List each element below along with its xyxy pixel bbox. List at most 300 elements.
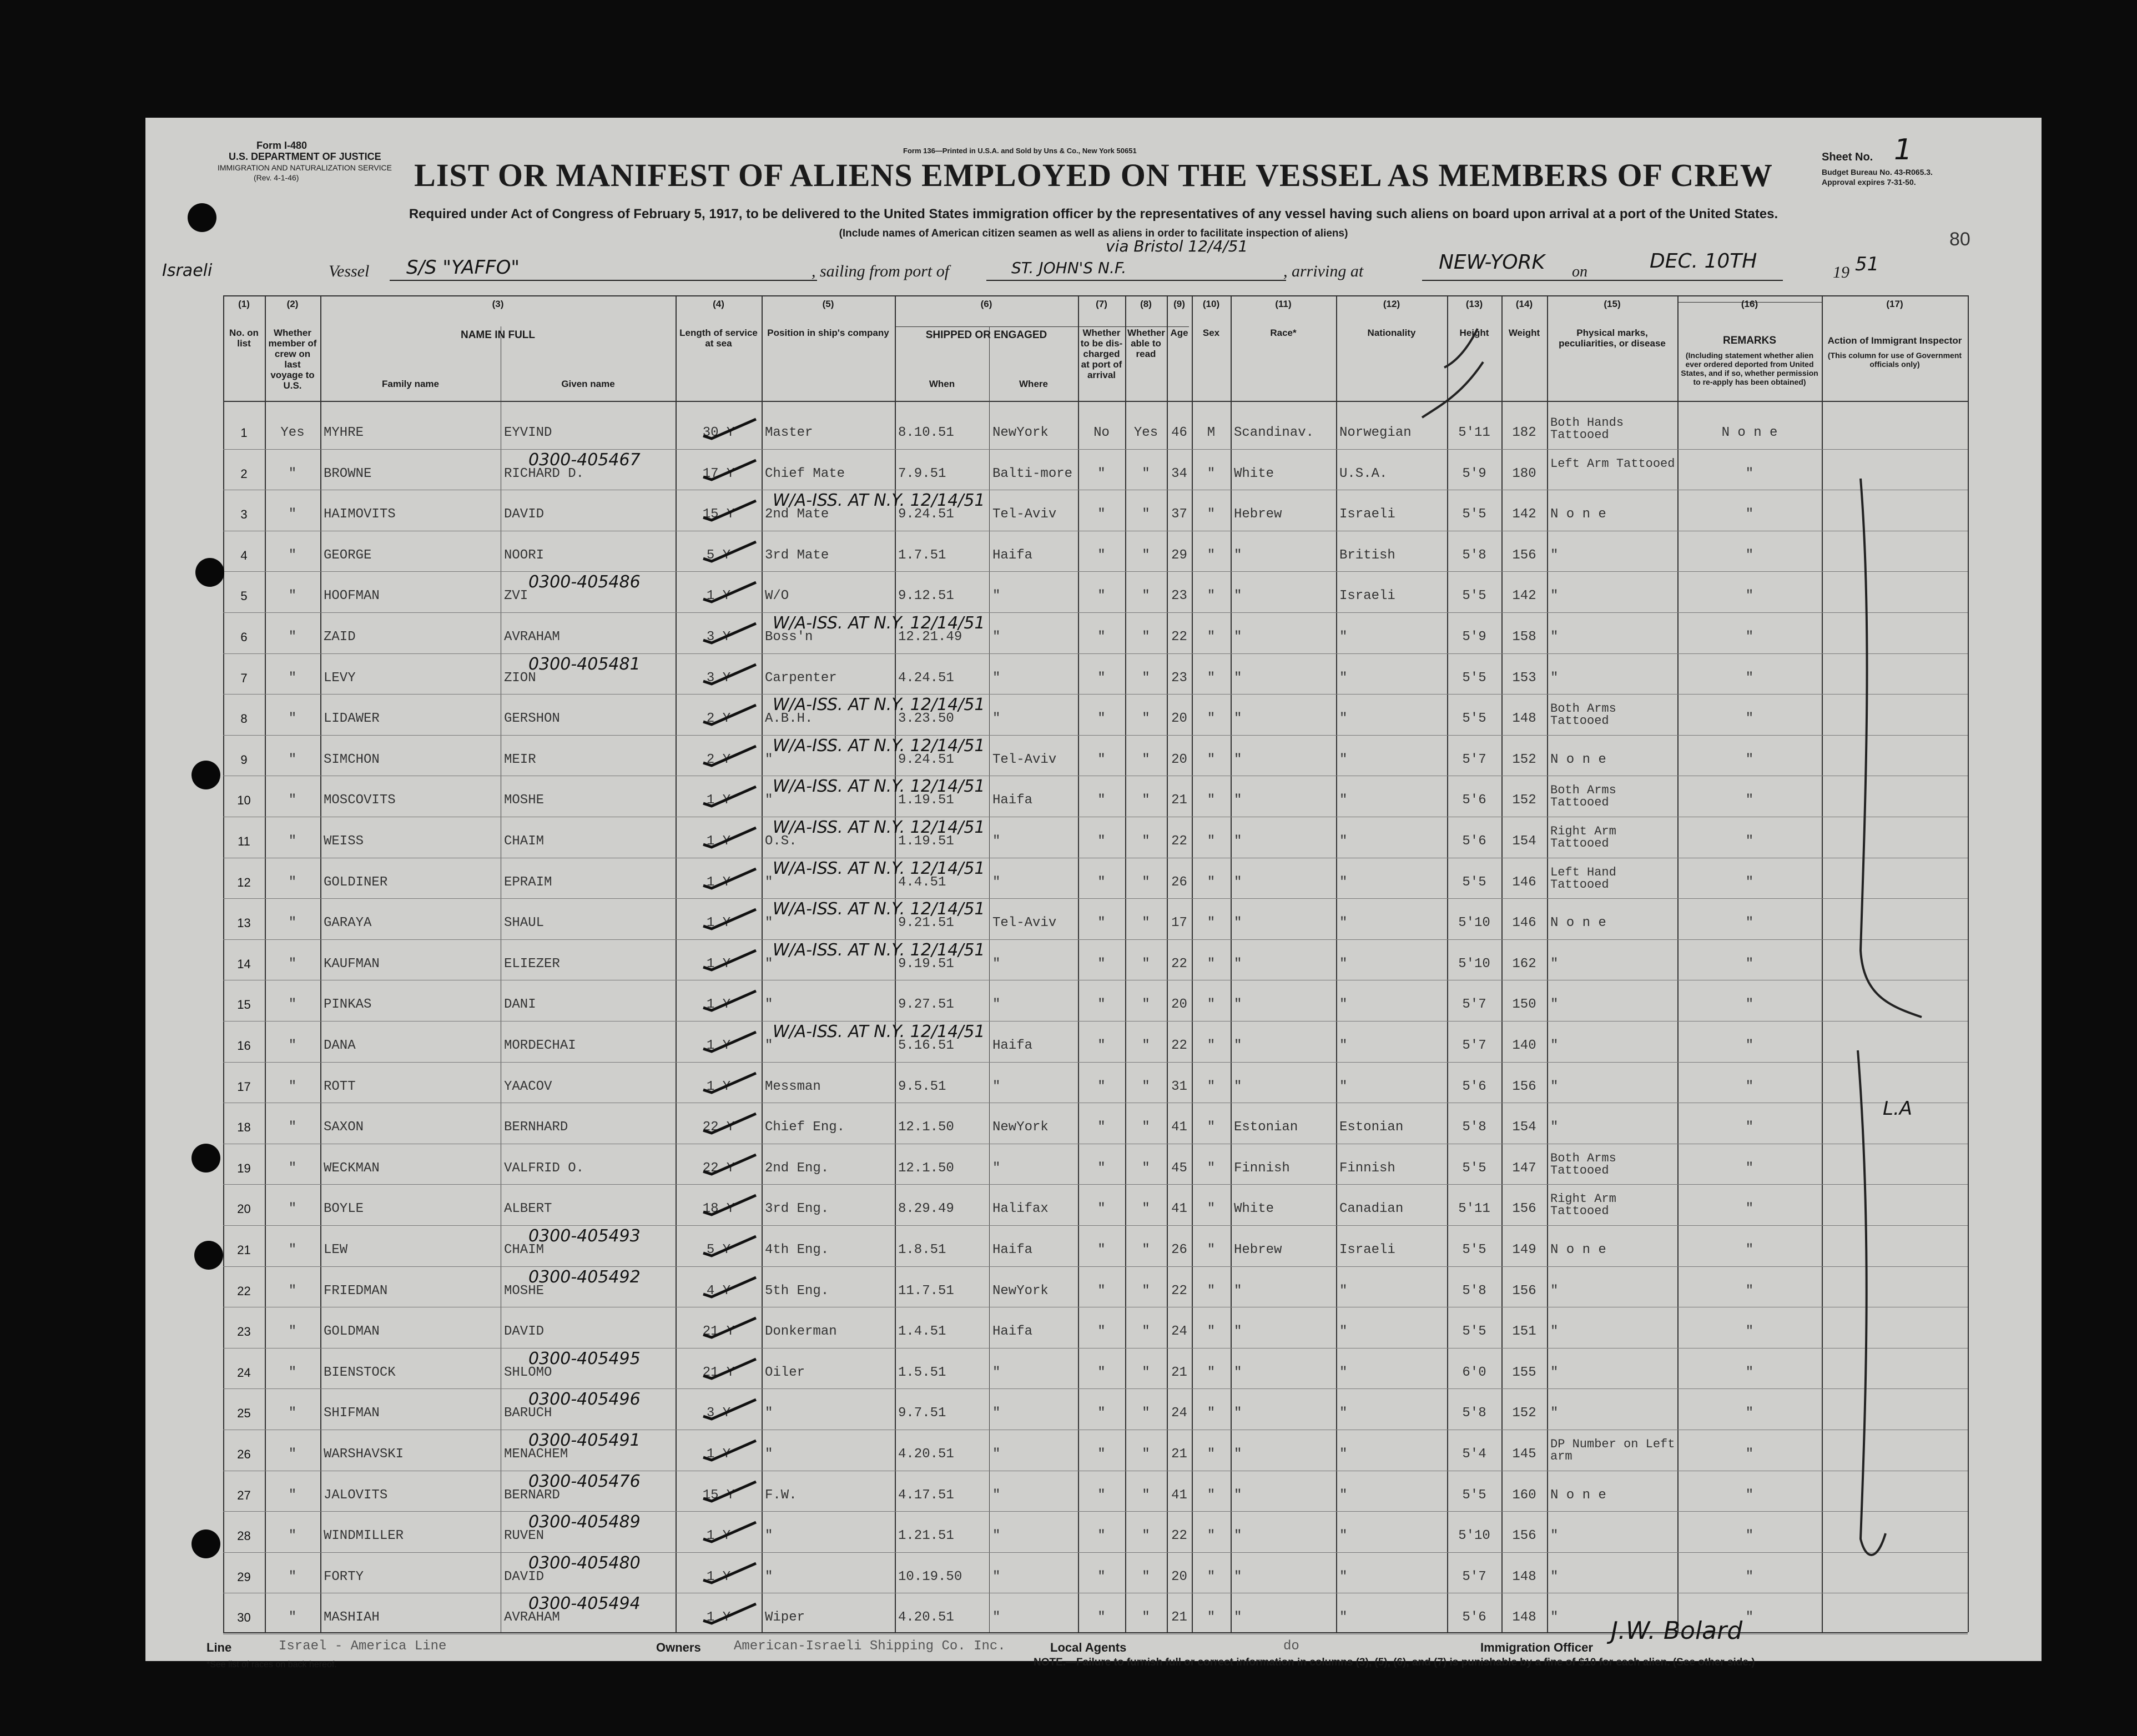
row-number: 15 [237, 998, 251, 1012]
cell-marks: Both Arms Tattooed [1550, 783, 1616, 810]
cell-race: " [1234, 1487, 1242, 1503]
arriving-label: , arriving at [1283, 262, 1364, 280]
cell-marks: N o n e [1550, 1487, 1606, 1503]
cell-marks: N o n e [1550, 752, 1606, 767]
cell-service: 2 Y [706, 711, 731, 727]
owners-value: American-Israeli Shipping Co. Inc. [734, 1639, 1006, 1654]
arrival-date: DEC. 10TH [1650, 250, 1757, 273]
bracket-mark-upper [1861, 479, 1922, 1017]
cell-position: A.B.H. [765, 711, 813, 727]
cell-remarks: " [1745, 1406, 1754, 1421]
line-value: Israel - America Line [279, 1639, 447, 1654]
cell-crew: " [288, 956, 297, 972]
cell-disch: " [1097, 1079, 1106, 1094]
cell-when: 9.24.51 [898, 752, 954, 767]
cell-service: 1 Y [706, 1079, 731, 1094]
cell-crew: " [288, 1487, 297, 1503]
cell-given: GERSHON [504, 711, 560, 727]
cell-weight: 151 [1512, 1324, 1536, 1340]
cell-when: 9.24.51 [898, 507, 954, 522]
cell-race: " [1234, 588, 1242, 604]
handwritten-annotation: 0300-405491 [528, 1431, 641, 1450]
cell-when: 1.4.51 [898, 1324, 946, 1340]
cell-where: Tel-Aviv [992, 915, 1057, 931]
cell-height: 5'5 [1462, 1242, 1486, 1257]
cell-given: EPRAIM [504, 874, 552, 890]
cell-height: 5'9 [1462, 466, 1486, 481]
cell-marks: " [1550, 1283, 1559, 1299]
cell-family: PINKAS [324, 997, 372, 1013]
cell-disch: " [1097, 466, 1106, 481]
cell-race: " [1234, 1610, 1242, 1626]
cell-crew: " [288, 670, 297, 686]
cell-remarks: " [1745, 588, 1754, 604]
cell-position: F.W. [765, 1487, 797, 1503]
cell-given: ZION [504, 670, 536, 686]
cell-given: MOSHE [504, 793, 545, 808]
column-header-label: Whether member of crew on last voyage to U.S. [268, 328, 317, 391]
cell-nat: " [1339, 1487, 1348, 1503]
cell-given: DAVID [504, 1569, 545, 1584]
cell-when: 9.5.51 [898, 1079, 946, 1094]
cell-race: " [1234, 1365, 1242, 1380]
cell-race: " [1234, 711, 1242, 727]
cell-given: MOSHE [504, 1283, 545, 1299]
column-number: (17) [1886, 299, 1903, 309]
cell-read: " [1142, 1038, 1150, 1053]
cell-given: YAACOV [504, 1079, 552, 1094]
cell-crew: " [288, 1406, 297, 1421]
cell-age: 34 [1171, 466, 1187, 481]
cell-family: GOLDINER [324, 874, 388, 890]
cell-age: 41 [1171, 1201, 1187, 1217]
cell-crew: " [288, 1528, 297, 1544]
cell-weight: 155 [1512, 1365, 1536, 1380]
cell-where: Balti-more [992, 466, 1073, 481]
cell-service: 21 Y [702, 1365, 735, 1380]
cell-read: " [1142, 1120, 1150, 1135]
cell-age: 22 [1171, 1283, 1187, 1299]
cell-given: CHAIM [504, 1242, 545, 1257]
cell-given: RICHARD D. [504, 466, 584, 481]
cell-family: SAXON [324, 1120, 364, 1135]
cell-marks: " [1550, 1569, 1559, 1584]
cell-disch: " [1097, 1447, 1106, 1462]
cell-service: 1 Y [706, 997, 731, 1013]
cell-family: ZAID [324, 630, 356, 645]
cell-service: 4 Y [706, 1283, 731, 1299]
cell-weight: 160 [1512, 1487, 1536, 1503]
officer-label: Immigration Officer [1480, 1641, 1593, 1654]
punch-hole [194, 1241, 223, 1270]
cell-service: 18 Y [702, 1201, 735, 1217]
handwritten-annotation: W/A-ISS. AT N.Y. 12/14/51 [773, 818, 985, 837]
cell-height: 6'0 [1462, 1365, 1486, 1380]
cell-height: 5'5 [1462, 711, 1486, 727]
cell-read: " [1142, 588, 1150, 604]
cell-age: 21 [1171, 1610, 1187, 1626]
cell-service: 1 Y [706, 588, 731, 604]
cell-where: " [992, 1528, 1001, 1544]
cell-where: Haifa [992, 1242, 1033, 1257]
cell-disch: " [1097, 1610, 1106, 1626]
row-number: 12 [237, 875, 251, 889]
cell-disch: " [1097, 1324, 1106, 1340]
cell-read: " [1142, 1610, 1150, 1626]
cell-nat: Canadian [1339, 1201, 1404, 1217]
row-number: 7 [240, 671, 248, 685]
cell-read: " [1142, 670, 1150, 686]
cell-remarks: " [1745, 752, 1754, 767]
cell-height: 5'11 [1458, 1201, 1490, 1217]
cell-family: FORTY [324, 1569, 364, 1584]
vessel-name: S/S "YAFFO" [406, 256, 520, 279]
cell-height: 5'5 [1462, 670, 1486, 686]
cell-race: " [1234, 834, 1242, 849]
cell-service: 21 Y [702, 1324, 735, 1340]
cell-service: 22 Y [702, 1120, 735, 1135]
cell-nat: " [1339, 1406, 1348, 1421]
cell-when: 1.7.51 [898, 547, 946, 563]
cell-height: 5'5 [1462, 1324, 1486, 1340]
cell-when: 4.20.51 [898, 1610, 954, 1626]
cell-age: 22 [1171, 1528, 1187, 1544]
cell-disch: " [1097, 915, 1106, 931]
cell-height: 5'7 [1462, 1038, 1486, 1053]
cell-service: 1 Y [706, 874, 731, 890]
cell-height: 5'5 [1462, 1160, 1486, 1176]
cell-weight: 154 [1512, 1120, 1536, 1135]
cell-marks: " [1550, 1324, 1559, 1340]
page-number: 80 [1949, 229, 1970, 250]
cell-age: 20 [1171, 752, 1187, 767]
cell-position: Master [765, 425, 813, 440]
cell-read: " [1142, 752, 1150, 767]
cell-position: 3rd Eng. [765, 1201, 829, 1217]
cell-age: 22 [1171, 1038, 1187, 1053]
handwritten-annotation: W/A-ISS. AT N.Y. 12/14/51 [773, 736, 985, 756]
cell-where: " [992, 1406, 1001, 1421]
cell-nat: " [1339, 793, 1348, 808]
cell-service: 22 Y [702, 1160, 735, 1176]
cell-nat: Israeli [1339, 588, 1395, 604]
cell-sex: " [1207, 1120, 1216, 1135]
cell-position: W/O [765, 588, 789, 604]
cell-family: MYHRE [324, 425, 364, 440]
cell-when: 12.1.50 [898, 1120, 954, 1135]
cell-position: Carpenter [765, 670, 837, 686]
arrival-port: NEW-YORK [1439, 251, 1545, 274]
punch-hole [195, 558, 224, 587]
cell-race: " [1234, 1324, 1242, 1340]
cell-when: 8.10.51 [898, 425, 954, 440]
cell-weight: 152 [1512, 793, 1536, 808]
handwritten-annotation: W/A-ISS. AT N.Y. 12/14/51 [773, 695, 985, 715]
cell-read: " [1142, 1569, 1150, 1584]
cell-remarks: " [1745, 1569, 1754, 1584]
handwritten-annotation: 0300-405489 [528, 1512, 641, 1532]
cell-read: " [1142, 793, 1150, 808]
cell-marks: N o n e [1550, 507, 1606, 522]
cell-nat: " [1339, 956, 1348, 972]
column-number: (13) [1465, 299, 1483, 309]
cell-read: " [1142, 1528, 1150, 1544]
column-number: (16) [1741, 299, 1758, 309]
cell-where: " [992, 874, 1001, 890]
cell-where: " [992, 1487, 1001, 1503]
manifest-sheet [145, 118, 2042, 1669]
handwritten-annotation: W/A-ISS. AT N.Y. 12/14/51 [773, 899, 985, 919]
cell-position: " [765, 1569, 773, 1584]
cell-when: 9.7.51 [898, 1406, 946, 1421]
cell-remarks: " [1745, 711, 1754, 727]
cell-when: 1.19.51 [898, 793, 954, 808]
hand-marks [145, 118, 2042, 1661]
sheet-no-label: Sheet No. [1822, 151, 1873, 163]
cell-read: " [1142, 1160, 1150, 1176]
cell-read: " [1142, 547, 1150, 563]
agents-label: Local Agents [1050, 1641, 1127, 1654]
cell-sex: " [1207, 1610, 1216, 1626]
cell-race: Finnish [1234, 1160, 1290, 1176]
cell-sex: " [1207, 1569, 1216, 1584]
cell-nat: Finnish [1339, 1160, 1395, 1176]
cell-position: " [765, 1528, 773, 1544]
cell-age: 20 [1171, 711, 1187, 727]
cell-nat: " [1339, 997, 1348, 1013]
cell-disch: " [1097, 1038, 1106, 1053]
cell-remarks: " [1745, 466, 1754, 481]
cell-read: " [1142, 1242, 1150, 1257]
cell-nat: Norwegian [1339, 425, 1412, 440]
cell-remarks: " [1745, 915, 1754, 931]
column-header-label: No. on list [229, 328, 259, 349]
line-label: Line [206, 1641, 232, 1654]
cell-given: SHLOMO [504, 1365, 552, 1380]
handwritten-annotation: 0300-405480 [528, 1553, 641, 1573]
cell-marks: " [1550, 1038, 1559, 1053]
cell-nat: " [1339, 834, 1348, 849]
cell-nat: " [1339, 1079, 1348, 1094]
cell-family: BIENSTOCK [324, 1365, 396, 1380]
cell-nat: Estonian [1339, 1120, 1404, 1135]
cell-family: DANA [324, 1038, 356, 1053]
cell-weight: 180 [1512, 466, 1536, 481]
cell-race: " [1234, 874, 1242, 890]
cell-position: 4th Eng. [765, 1242, 829, 1257]
cell-family: BOYLE [324, 1201, 364, 1217]
cell-marks: Both Hands Tattooed [1550, 416, 1624, 442]
cell-nat: " [1339, 630, 1348, 645]
cell-when: 9.21.51 [898, 915, 954, 931]
cell-position: Boss'n [765, 630, 813, 645]
cell-age: 22 [1171, 834, 1187, 849]
cell-position: 2nd Eng. [765, 1160, 829, 1176]
cell-family: JALOVITS [324, 1487, 388, 1503]
cell-when: 4.4.51 [898, 874, 946, 890]
cell-family: ROTT [324, 1079, 356, 1094]
cell-sex: " [1207, 507, 1216, 522]
cell-nat: " [1339, 874, 1348, 890]
row-number: 10 [237, 793, 251, 808]
cell-height: 5'7 [1462, 752, 1486, 767]
cell-crew: " [288, 1283, 297, 1299]
cell-marks: " [1550, 997, 1559, 1013]
cell-remarks: " [1745, 630, 1754, 645]
row-number: 18 [237, 1120, 251, 1135]
cell-height: 5'5 [1462, 1487, 1486, 1503]
cell-sex: " [1207, 711, 1216, 727]
manifest-title: LIST OR MANIFEST OF ALIENS EMPLOYED ON THE VESSEL AS MEMBERS OF CREW [414, 157, 1773, 193]
cell-weight: 146 [1512, 915, 1536, 931]
cell-disch: " [1097, 1120, 1106, 1135]
manifest-subtitle: Required under Act of Congress of February 5, 1917, to be delivered to the United States immigration officer by the representatives of any vessel having such aliens on board upon arrival at a port of the United States. [409, 207, 1778, 222]
cell-disch: No [1093, 425, 1110, 440]
column-header-label: NAME IN FULL [460, 329, 536, 341]
departure-port: ST. JOHN'S N.F. [1011, 259, 1127, 277]
row-number: 23 [237, 1325, 251, 1339]
handwritten-annotation: 0300-405495 [528, 1348, 641, 1368]
cell-disch: " [1097, 997, 1106, 1013]
cell-sex: " [1207, 997, 1216, 1013]
cell-age: 22 [1171, 630, 1187, 645]
cell-family: WECKMAN [324, 1160, 380, 1176]
cell-where: Tel-Aviv [992, 507, 1057, 522]
cell-nat: " [1339, 1324, 1348, 1340]
cell-service: 2 Y [706, 752, 731, 767]
officer-signature: J.W. Bolard [1611, 1617, 1743, 1645]
cell-marks: " [1550, 547, 1559, 563]
cell-when: 9.27.51 [898, 997, 954, 1013]
row-number: 5 [240, 589, 248, 603]
cell-race: Scandinav. [1234, 425, 1314, 440]
column-number: (14) [1515, 299, 1533, 309]
cell-when: 9.19.51 [898, 956, 954, 972]
cell-race: " [1234, 1406, 1242, 1421]
cell-age: 21 [1171, 1365, 1187, 1380]
cell-marks: " [1550, 630, 1559, 645]
cell-remarks: " [1745, 1528, 1754, 1544]
cell-remarks: " [1745, 793, 1754, 808]
column-header-label: SHIPPED OR ENGAGED [925, 329, 1047, 341]
agency-name: U.S. DEPARTMENT OF JUSTICE [229, 151, 381, 162]
cell-race: " [1234, 793, 1242, 808]
cell-given: BERNARD [504, 1487, 560, 1503]
column-header-label: Position in ship's company [767, 328, 889, 338]
cell-race: " [1234, 915, 1242, 931]
cell-family: WINDMILLER [324, 1528, 404, 1544]
cell-given: AVRAHAM [504, 1610, 560, 1626]
cell-given: ELIEZER [504, 956, 560, 972]
cell-height: 5'7 [1462, 997, 1486, 1013]
cell-given: RUVEN [504, 1528, 545, 1544]
cell-age: 26 [1171, 1242, 1187, 1257]
cell-height: 5'8 [1462, 1406, 1486, 1421]
cell-crew: " [288, 1242, 297, 1257]
cell-disch: " [1097, 1487, 1106, 1503]
cell-marks: DP Number on Left arm [1550, 1437, 1675, 1463]
cell-marks: " [1550, 1079, 1559, 1094]
cell-race: " [1234, 1079, 1242, 1094]
cell-age: 24 [1171, 1406, 1187, 1421]
cell-nat: British [1339, 547, 1395, 563]
cell-height: 5'10 [1458, 956, 1490, 972]
cell-crew: " [288, 793, 297, 808]
cell-nat: " [1339, 752, 1348, 767]
cell-family: HAIMOVITS [324, 507, 396, 522]
cell-service: 1 Y [706, 1610, 731, 1626]
cell-marks: Right Arm Tattooed [1550, 824, 1616, 851]
cell-read: " [1142, 915, 1150, 931]
handwritten-annotation: 0300-405493 [528, 1226, 641, 1246]
cell-position: Chief Mate [765, 466, 845, 481]
cell-given: MENACHEM [504, 1447, 568, 1462]
cell-service: 3 Y [706, 670, 731, 686]
cell-read: " [1142, 1365, 1150, 1380]
cell-age: 26 [1171, 874, 1187, 890]
route-annotation: via Bristol 12/4/51 [1106, 237, 1248, 255]
cell-height: 5'10 [1458, 915, 1490, 931]
column-subheader: (Including statement whether alien ever ordered deported from United States, and if so, whether permission to re-apply has been obtained) [1681, 351, 1818, 386]
cell-where: " [992, 588, 1001, 604]
punch-hole [191, 1144, 220, 1173]
cell-sex: " [1207, 874, 1216, 890]
cell-position: Chief Eng. [765, 1120, 845, 1135]
bracket-mark-lower [1858, 1050, 1886, 1555]
cell-family: LEVY [324, 670, 356, 686]
cell-given: DAVID [504, 1324, 545, 1340]
cell-weight: 142 [1512, 588, 1536, 604]
column-header-label: Action of Immigrant Inspector [1827, 335, 1962, 346]
cell-age: 20 [1171, 1569, 1187, 1584]
cell-height: 5'5 [1462, 874, 1486, 890]
cell-marks: " [1550, 670, 1559, 686]
cell-weight: 150 [1512, 997, 1536, 1013]
cell-sex: M [1207, 425, 1216, 440]
cell-service: 1 Y [706, 1569, 731, 1584]
cell-crew: " [288, 1569, 297, 1584]
cell-family: SHIFMAN [324, 1406, 380, 1421]
cell-marks: " [1550, 1406, 1559, 1421]
cell-disch: " [1097, 793, 1106, 808]
column-header-label: Sex [1202, 328, 1220, 338]
cell-crew: " [288, 1038, 297, 1053]
cell-marks: " [1550, 1528, 1559, 1544]
column-number: (4) [713, 299, 724, 309]
cell-when: 10.19.50 [898, 1569, 962, 1584]
cell-read: " [1142, 507, 1150, 522]
cell-read: " [1142, 1324, 1150, 1340]
handwritten-annotation: W/A-ISS. AT N.Y. 12/14/51 [773, 613, 985, 633]
cell-given: VALFRID O. [504, 1160, 584, 1176]
cell-race: Estonian [1234, 1120, 1298, 1135]
cell-disch: " [1097, 1201, 1106, 1217]
cell-service: 15 Y [702, 1487, 735, 1503]
arrival-year: 51 [1855, 253, 1879, 275]
cell-crew: " [288, 834, 297, 849]
cell-position: " [765, 997, 773, 1013]
cell-disch: " [1097, 1242, 1106, 1257]
column-subheader: Family name [382, 379, 439, 389]
cell-disch: " [1097, 1406, 1106, 1421]
cell-when: 8.29.49 [898, 1201, 954, 1217]
cell-read: " [1142, 834, 1150, 849]
cell-height: 5'6 [1462, 1610, 1486, 1626]
column-header-label: Whether to be dis-charged at port of arrival [1080, 328, 1123, 380]
row-number: 2 [240, 466, 248, 481]
on-label: on [1572, 263, 1587, 280]
cell-remarks: " [1745, 1283, 1754, 1299]
